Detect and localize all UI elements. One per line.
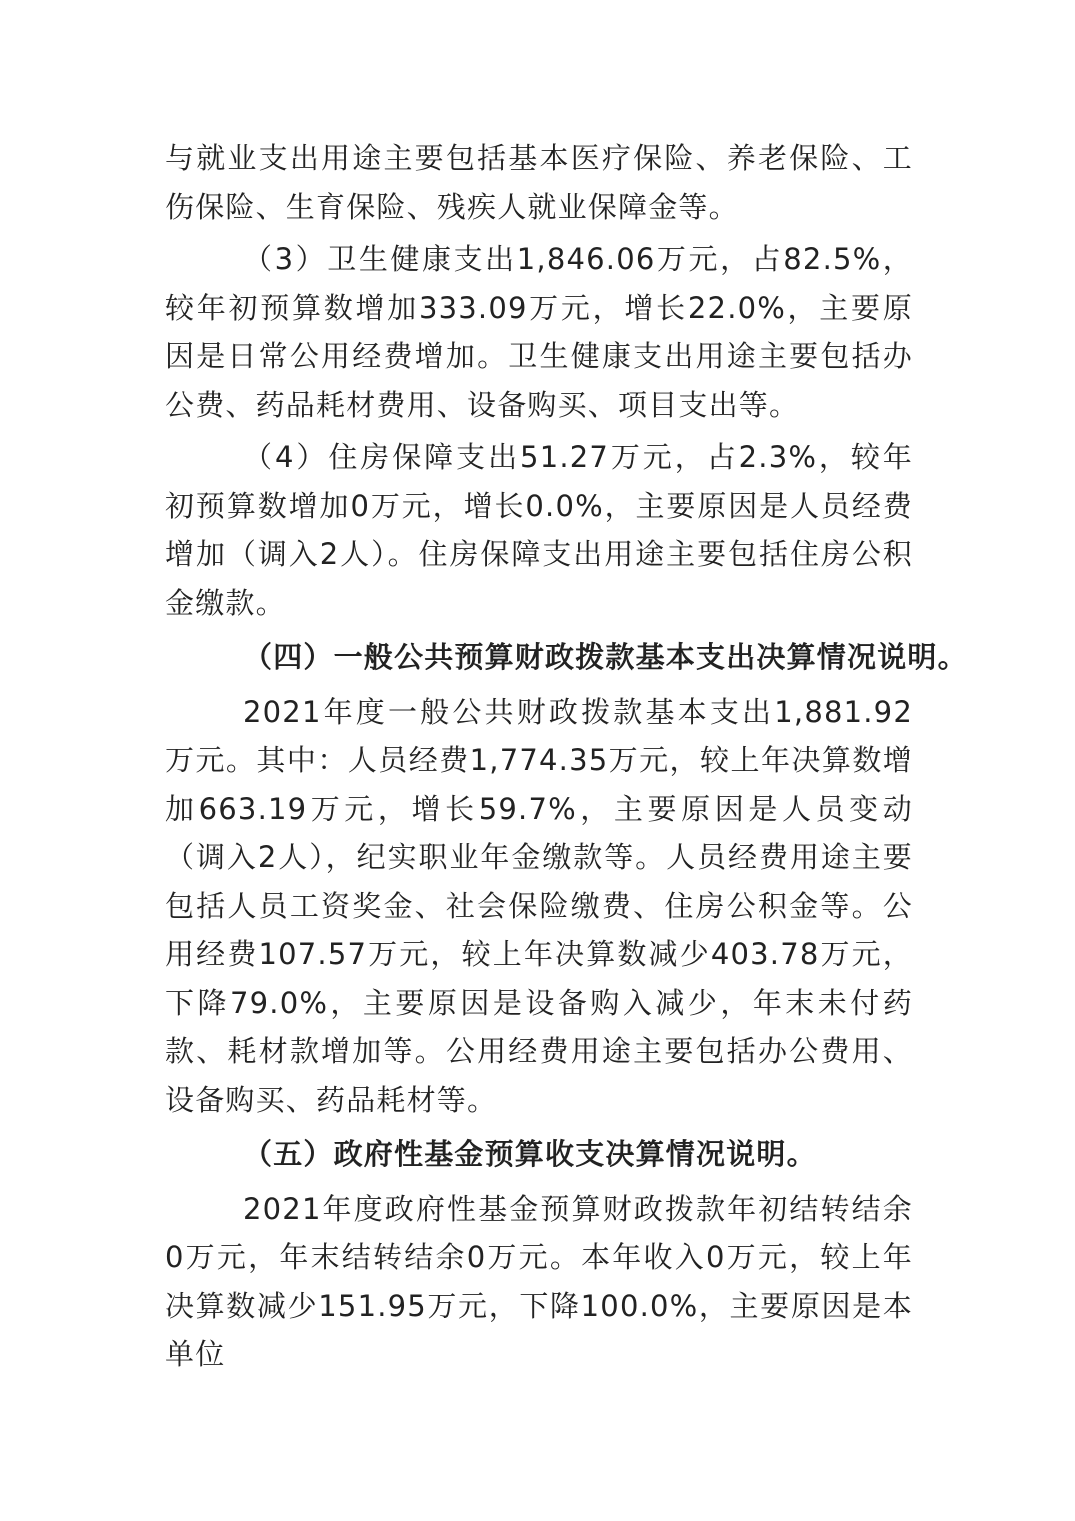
section-heading-basic-expenditure: （四）一般公共预算财政拨款基本支出决算情况说明。 bbox=[243, 640, 968, 674]
paragraph-government-fund: 2021年度政府性基金预算财政拨款年初结转结余0万元，年末结转结余0万元。本年收入0万元，较上年决算数减少151.95万元，下降100.0%，主要原因是本单位 bbox=[165, 1191, 913, 1371]
section-heading-government-fund: （五）政府性基金预算收支决算情况说明。 bbox=[243, 1137, 817, 1171]
paragraph-housing-expenditure: （4）住房保障支出51.27万元，占2.3%，较年初预算数增加0万元，增长0.0%，主要原因是人员经费增加（调入2人）。住房保障支出用途主要包括住房公积金缴款。 bbox=[165, 440, 913, 620]
paragraph-health-expenditure: （3）卫生健康支出1,846.06万元，占82.5%，较年初预算数增加333.09万元，增长22.0%，主要原因是日常公用经费增加。卫生健康支出用途主要包括办公费、药品耗材费用、设备购买、项目支出等。 bbox=[165, 242, 913, 422]
paragraph-employment-continued: 与就业支出用途主要包括基本医疗保险、养老保险、工伤保险、生育保险、残疾人就业保障金等。 bbox=[165, 141, 913, 224]
paragraph-basic-expenditure: 2021年度一般公共财政拨款基本支出1,881.92万元。其中：人员经费1,774.35万元，较上年决算数增加663.19万元，增长59.7%，主要原因是人员变动（调入2人），纪实职业年金缴款等。人员经费用途主要包括人员工资奖金、社会保险缴费、住房公积金等。公用经费107.57万元，较上年决算数减少403.78万元，下降79.0%，主要原因是设备购入减少，年末未付药款、耗材款增加等。公用经费用途主要包括办公费用、设备购买、药品耗材等。 bbox=[165, 694, 913, 1117]
